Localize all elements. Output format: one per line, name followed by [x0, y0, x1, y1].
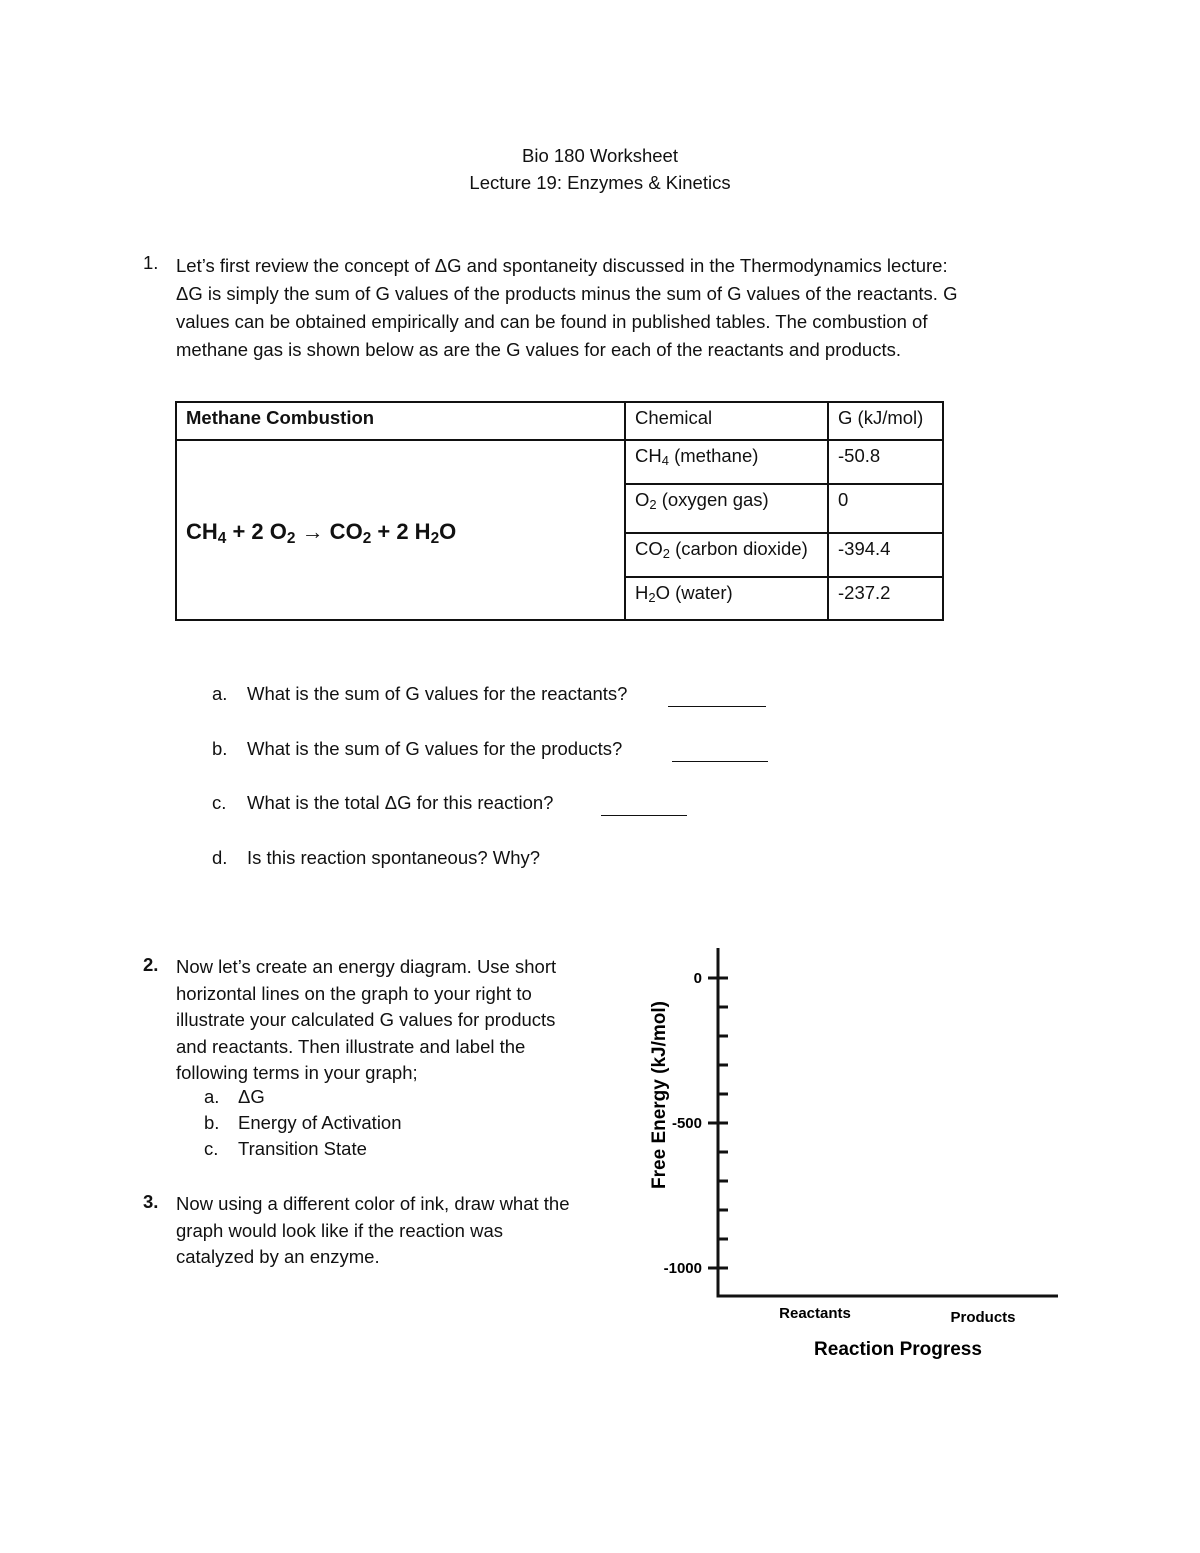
term-letter: a.	[204, 1086, 220, 1107]
question-2-line: illustrate your calculated G values for products	[176, 1009, 556, 1030]
question-2-line: and reactants. Then illustrate and label the	[176, 1035, 526, 1057]
question-3-line: catalyzed by an enzyme.	[176, 1246, 380, 1267]
y-tick-label: -1000	[663, 1260, 702, 1277]
sub-question-text: Is this reaction spontaneous? Why?	[247, 847, 541, 868]
answer-blank[interactable]	[668, 688, 766, 707]
question-1-text	[176, 252, 1026, 364]
methane-combustion-table	[175, 401, 944, 621]
question-3-line: graph would look like if the reaction was	[176, 1219, 504, 1241]
x-category-label: Reactants	[779, 1305, 851, 1322]
question-2-line: following terms in your graph;	[176, 1062, 418, 1083]
sub-question-text: What is the sum of G values for the products?	[247, 738, 623, 759]
chemical-cell: $CH_4$ (methane)	[625, 440, 828, 484]
page-title: Bio 180 Worksheet	[522, 145, 678, 166]
question-1-line: Let’s first review the concept of ΔG and spontaneity discussed in the Thermodynamics lecture:	[176, 255, 948, 276]
term-text: ΔG	[238, 1086, 265, 1107]
x-category-label: Products	[950, 1309, 1016, 1326]
term-letter: b.	[204, 1112, 220, 1133]
question-3-number: 3.	[143, 1191, 159, 1212]
sub-question-text: What is the total ΔG for this reaction?	[247, 792, 554, 813]
question-1-line: ΔG is simply the sum of G values of the products minus the sum of G values of the reactants. G	[176, 283, 958, 304]
question-1-number: 1.	[143, 252, 159, 273]
chemical-cell: $CO_2$ (carbon dioxide)	[625, 533, 828, 577]
sub-question-letter: a.	[212, 683, 228, 704]
chart-category-labels	[779, 1305, 1015, 1326]
page-subtitle: Lecture 19: Enzymes & Kinetics	[469, 172, 731, 193]
energy-diagram-chart[interactable]	[630, 940, 1070, 1370]
term-letter: c.	[204, 1138, 219, 1159]
table-header-row	[176, 402, 943, 440]
header-reaction: Methane Combustion	[176, 402, 625, 440]
sub-question-letter: d.	[212, 847, 228, 868]
answer-blank[interactable]	[601, 797, 687, 816]
g-value-cell: -237.2	[828, 577, 943, 620]
term-text: Energy of Activation	[238, 1112, 402, 1133]
y-tick-label: 0	[693, 970, 702, 987]
g-value-cell: -394.4	[828, 533, 943, 577]
question-1-line: values can be obtained empirically and can be found in published tables. The combustion of	[176, 311, 928, 332]
term-text: Transition State	[238, 1138, 367, 1159]
chart-axes	[717, 948, 1059, 1296]
g-value-cell: -50.8	[828, 440, 943, 484]
sub-question-text: What is the sum of G values for the reactants?	[247, 683, 628, 704]
sub-question-letter: c.	[212, 792, 227, 813]
reaction-equation: $CH_4 + 2$ $O_2 \to CO_2 + 2$ $H_2O$	[176, 440, 625, 620]
table-row	[176, 440, 943, 484]
question-2-line: Now let’s create an energy diagram. Use short	[176, 956, 557, 977]
question-1-line: methane gas is shown below as are the G values for each of the reactants and products.	[176, 339, 902, 360]
question-3-line: Now using a different color of ink, draw what the	[176, 1193, 570, 1214]
header-g: G (kJ/mol)	[828, 402, 943, 440]
chemical-cell: $H_2O$ (water)	[625, 577, 828, 620]
answer-blank[interactable]	[672, 743, 768, 762]
header-chemical: Chemical	[625, 402, 828, 440]
question-2-line: horizontal lines on the graph to your right to	[176, 982, 532, 1004]
question-2-number: 2.	[143, 954, 159, 975]
question-3-text	[176, 1191, 616, 1271]
question-2-text	[176, 954, 616, 1087]
g-value-cell: 0	[828, 484, 943, 533]
y-axis-title: Free Energy (kJ/mol)	[649, 1001, 670, 1189]
y-tick-label: -500	[671, 1115, 702, 1132]
x-axis-title: Reaction Progress	[814, 1339, 982, 1360]
chemical-cell: $O_2$ (oxygen gas)	[625, 484, 828, 533]
sub-question-letter: b.	[212, 738, 228, 759]
